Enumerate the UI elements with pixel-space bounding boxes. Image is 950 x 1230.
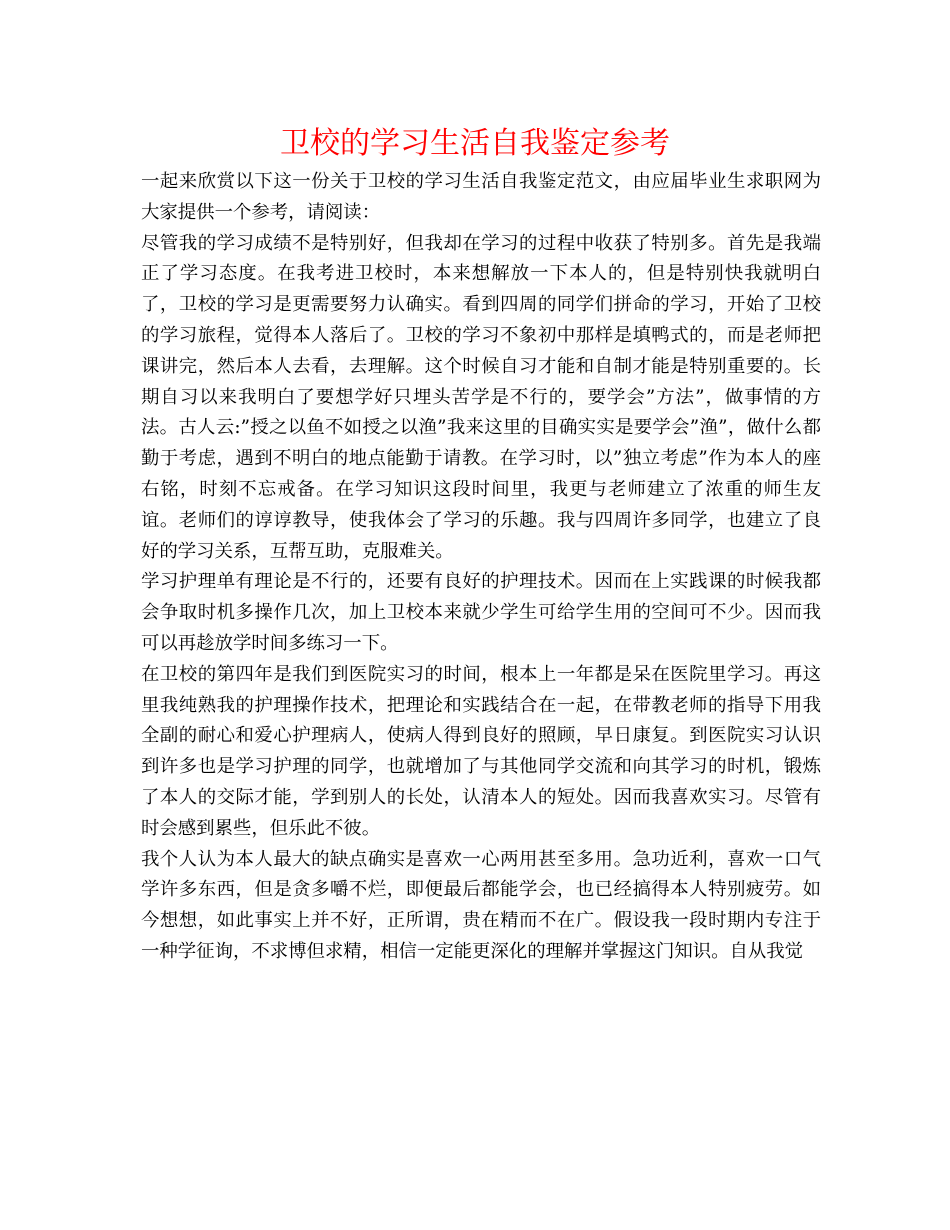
document-title: 卫校的学习生活自我鉴定参考 [280,126,670,161]
paragraph-study-attitude: 尽管我的学习成绩不是特别好，但我却在学习的过程中收获了特别多。首先是我端正了学习态度。在我考进卫校时，本来想解放一下本人的，但是特别快我就明白了，卫校的学习是更需要努力认确实。看到四周的同学们拼命的学习，开始了卫校的学习旅程，觉得本人落后了。卫校的学习不象初中那样是填鸭式的，而是老师把课讲完，然后本人去看，去理解。这个时候自习才能和自制才能是特别重要的。长期自习以来我明白了要想学好只埋头苦学是不行的，要学会”方法”，做事情的方法。古人云:”授之以鱼不如授之以渔”我来这里的目确实实是要学会”渔”，做什么都勤于考虑，遇到不明白的地点能勤于请教。在学习时，以”独立考虑”作为本人的座右铭，时刻不忘戒备。在学习知识这段时间里，我更与老师建立了浓重的师生友谊。老师们的谆谆教导，使我体会了学习的乐趣。我与四周许多同学，也建立了良好的学习关系，互帮互助，克服难关。 [141,232,821,562]
paragraph-internship: 在卫校的第四年是我们到医院实习的时间，根本上一年都是呆在医院里学习。再这里我纯熟我的护理操作技术，把理论和实践结合在一起，在带教老师的指导下用我全副的耐心和爱心护理病人，使病人得到良好的照顾，早日康复。到医院实习认识到许多也是学习护理的同学，也就增加了与其他同学交流和向其学习的时机，锻炼了本人的交际才能，学到别人的长处，认清本人的短处。因而我喜欢实习。尽管有时会感到累些，但乐此不彼。 [141,663,821,839]
document-body [141,167,821,968]
paragraph-nursing-skills: 学习护理单有理论是不行的，还要有良好的护理技术。因而在上实践课的时候我都会争取时机多操作几次，加上卫校本来就少学生可给学生用的空间可不少。因而我可以再趁放学时间多练习一下。 [141,571,821,654]
paragraph-intro: 一起来欣赏以下这一份关于卫校的学习生活自我鉴定范文，由应届毕业生求职网为大家提供一个参考，请阅读： [141,171,821,223]
paragraph-shortcomings: 我个人认为本人最大的缺点确实是喜欢一心两用甚至多用。急功近利，喜欢一口气学许多东西，但是贪多嚼不烂，即便最后都能学会，也已经搞得本人特别疲劳。如今想想，如此事实上并不好，正所谓，贵在精而不在广。假设我一段时期内专注于一种学征询，不求博但求精，相信一定能更深化的理解并掌握这门知识。自从我觉 [141,848,821,962]
